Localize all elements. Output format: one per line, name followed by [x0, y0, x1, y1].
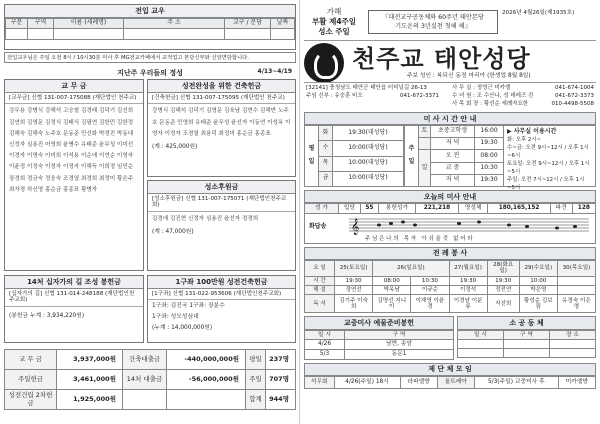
total-value2-3 [167, 390, 246, 410]
total-label-3: 성전건립 2차헌금 [5, 390, 57, 410]
total-value-2: 3,461,000원 [57, 370, 123, 390]
comm-cell [550, 349, 596, 358]
weekday-side [305, 126, 319, 187]
sunday-kind-3: 오 전 [431, 150, 475, 162]
sched-day-5: 29(수요일) [519, 260, 557, 276]
motto-line-2: 기도운의 3년실천 첫해 해』 [395, 23, 471, 30]
office-hours-4: 주일: 오전 7시~12시 / 오후 1시~5시 [507, 177, 585, 192]
sched-time-6: 10:00 [519, 276, 557, 285]
office-title-text: 사무실 이용시간 [513, 128, 557, 136]
council-head: 사 목 회 장 : 황선순 세례자요한 [452, 101, 529, 107]
office-hours-1: 화: 오후 2시~ [507, 137, 542, 144]
total-label3-1: 평일 [246, 350, 266, 370]
stations-sum: (봉헌금 누계 : 3,934,220원) [9, 312, 85, 319]
sched-time-4: 19:30 [449, 276, 487, 285]
office-staff: 사 무 실 : 정영근 미카엘 [452, 85, 511, 91]
fund-row [4, 275, 296, 343]
issue-date: 2026년 4월26일(제1935호) [502, 10, 575, 16]
pastor: 주임 신부 : 유숭훈 비오 [306, 93, 363, 99]
comm-cell [458, 340, 504, 349]
psalm-lyrics: 주 님 은 나 의 목 자 아 쉬 울 것 없 어 라 [365, 235, 473, 242]
col-parish: 교구 / 분당 [225, 19, 271, 29]
office-hours-3: 토요일: 오전 9시~12시 / 오후 1시~5시 [507, 161, 590, 176]
total-label3-3: 합계 [246, 390, 266, 410]
liturgical-day [304, 7, 364, 37]
sunday-side-2: 일 [408, 158, 415, 166]
church-title-block [352, 45, 531, 79]
schedule-title: 전 례 봉 사 [304, 247, 596, 260]
left-page [4, 4, 296, 420]
sched-day-1: 25(토요일) [335, 260, 373, 276]
weekday-day-2: 수 [319, 141, 333, 156]
sunday-day-1: 토 [419, 126, 431, 138]
sched-extra-6: 유정숙 이은영 [557, 295, 595, 313]
sched-comm-5: 정전연 [487, 286, 519, 295]
sched-time-0: 시 간 [305, 276, 335, 285]
comm-head-place: 장 소 [550, 330, 596, 340]
total-value-3: 1,925,000원 [57, 390, 123, 410]
music-staff-icon [349, 216, 589, 238]
total-label2-1: 건축대출금 [123, 350, 167, 370]
church-header [304, 40, 596, 82]
office-hours-title: ▶ 사무실 이용시간 [507, 128, 557, 136]
group-cell-1: 석우회 [305, 376, 335, 388]
tithe-account: [교무금] 신협 131-007-175088 (재단법인 천주교) [5, 93, 143, 104]
comm-cell [550, 340, 596, 349]
vocation-account: [성소후원금] 신협 131-007-175071 (재단법인천주교회) [148, 194, 295, 212]
building-title: 성전완성을 위한 건축헌금 [148, 80, 295, 93]
sched-comm-empty [557, 286, 595, 295]
sched-read-1: 김기주 이숙희 [335, 295, 373, 313]
building-sum: (계 : 425,000원) [152, 144, 198, 151]
group-cell-5: 5/3(주일) 교중미사 후 [474, 376, 558, 388]
offertory-value: 221,218 [416, 204, 459, 214]
church-address: [32141] 충청남도 태안군 태안읍 터미널길 26-13 [306, 85, 427, 91]
comm-cell [458, 349, 504, 358]
sched-comm-0: 해 설 [305, 286, 335, 295]
office-hours [504, 125, 596, 192]
drive-line-3: (누계 : 14,000,000원) [152, 324, 213, 331]
sched-read-2: 김명선 지니이 [373, 295, 411, 313]
sunday-kind-1: 초중고학생 [431, 126, 475, 138]
col-name: 이름 (세례명) [54, 19, 124, 29]
sunday-time-4: 10:30 [475, 162, 504, 174]
entrance-value: 55 [361, 204, 379, 214]
group-cell-2: 4/26(주일) 18시 [334, 376, 400, 388]
newcomers-title: 전입 교우 [5, 5, 295, 18]
recessional-label: 파견 [550, 204, 572, 214]
weekday-time-2: 10:00(대성당) [333, 141, 404, 156]
motto-box [368, 10, 498, 34]
page-fold [299, 0, 300, 424]
sunday-side [405, 126, 419, 187]
entrance-label: 입당 [339, 204, 361, 214]
newcomers-table [5, 18, 295, 40]
col-type: 구분 [6, 19, 28, 29]
group-cell-6: 미카엘방 [558, 376, 595, 388]
prep-head-district: 구 역 [345, 330, 454, 340]
offertory-label: 봉헌성가 [378, 204, 415, 214]
schedule-table [304, 260, 596, 314]
sunday-kind-2: 저 녁 [431, 138, 475, 150]
community-box [457, 316, 596, 359]
total-label-2: 주일헌금 [5, 370, 57, 390]
liturgical-line-2: 부활 제4주일 [311, 17, 357, 26]
prep-date-2: 5/3 [305, 349, 345, 359]
sched-read-0: 독 서 [305, 295, 335, 313]
community-table [457, 330, 596, 359]
communion-value: 180,165,152 [488, 204, 550, 214]
liturgical-line-3: 성소 주일 [318, 27, 350, 36]
newcomers-notice: 전입교우님은 주일 오전 8시 / 10시30분 미사 후 MG전교카페에서 교적업고 본당신부와 신앙면담합니다. [4, 52, 296, 63]
prep-title: 교중미사 예물준비봉헌 [304, 316, 454, 329]
tithe-box [4, 79, 144, 271]
weekday-side-2: 일 [308, 158, 315, 166]
tithe-title: 교 무 금 [5, 80, 143, 93]
drive-account: [1구좌] 신협 131-022-953606 (재단법인천주교회) [148, 289, 295, 300]
sunday-side-1: 주 [408, 144, 415, 152]
vocation-sum: (계 : 47,000원) [152, 229, 194, 236]
sunday-day-3: 일 [419, 150, 431, 187]
svg-text:𝄞: 𝄞 [351, 218, 360, 235]
stations-box [4, 275, 144, 343]
sunday-time-1: 16:00 [475, 126, 504, 138]
prep-date-1: 4/26 [305, 340, 345, 350]
total-value2-1: -440,000,000원 [167, 350, 246, 370]
sched-read-5: 지선희 [487, 295, 519, 313]
vocation-names: 김경애 김진현 신정자 심용진 윤선자 정경희 [152, 215, 259, 222]
comm-cell [504, 340, 550, 349]
sunday-time-2: 19:30 [475, 138, 504, 150]
col-district: 구역 [28, 19, 54, 29]
hymn-table [304, 203, 596, 214]
church-name: 천주교 태안성당 [352, 44, 531, 74]
pastor-phone: 041-672-3371 [400, 93, 439, 99]
total-label-1: 교 무 금 [5, 350, 57, 370]
prep-box [304, 316, 454, 359]
weekday-time-3: 10:00(대성당) [333, 156, 404, 171]
weekday-time-4: 10:00(대성당) [333, 171, 404, 186]
parish-logo-icon [304, 43, 344, 83]
sched-comm-2: 박옥남 [373, 286, 411, 295]
right-offering-col [147, 79, 296, 271]
sunday-time-3: 08:00 [475, 150, 504, 162]
sunday-mass-table [404, 125, 504, 187]
total-label3-2: 주일 [246, 370, 266, 390]
sched-time-5: 19:30 [487, 276, 519, 285]
right-page [304, 4, 596, 420]
communion-label: 영성체 [458, 204, 488, 214]
sched-time-3: 10:30 [411, 276, 449, 285]
prep-head-date: 일 시 [305, 330, 345, 340]
building-box [147, 79, 296, 177]
council-phone: 010-4498-5508 [551, 101, 594, 107]
building-names: 강병식 김해석 김덕기 김영문 김육남 김현수 김해반 노주호 문동준 민영희 유태준 윤무성 윤선자 이동연 이성옥 이영자 이정자 조경열 최용덕 최정미 홍순금 홍종표 [152, 108, 291, 137]
hymn-label: 성 가 [305, 204, 339, 214]
drive-line-2: 1구좌: 성모성심대 [152, 314, 199, 321]
stations-account: [십자가의 길] 신협 131-014-248188 (재단법인천주교회) [5, 289, 143, 307]
psalm-label: 화답송 [309, 222, 327, 230]
building-account: [건축헌금] 신협 131-007-175095 (재단법인 천주교) [148, 93, 295, 104]
vocation-title: 성소후원금 [148, 181, 295, 194]
church-patron: 주보 성인 : 복되신 동정 마리아 (한생업 8월 8일) [406, 72, 531, 79]
total-label2-3 [123, 390, 167, 410]
convent-phone: 041-672-3373 [555, 93, 594, 99]
drive-box [147, 275, 296, 343]
sched-day-3: 27(월요일) [449, 260, 487, 276]
newcomers-box [4, 4, 296, 50]
comm-cell [504, 349, 550, 358]
stations-title: 14처 십자가의 길 조성 봉헌금 [5, 276, 143, 289]
convent: 수 녀 원 : 조 수산나, 성 데레즈 진 [452, 93, 534, 99]
group-cell-4: 울트레아 [437, 376, 474, 388]
totals-table [4, 349, 296, 410]
total-value3-3: 944명 [266, 390, 296, 410]
today-title: 오늘의 미사 안내 [304, 190, 596, 203]
office-phone: 041-674-1004 [555, 85, 594, 91]
prep-district-1: 남면, 송암 [345, 340, 454, 350]
weekday-time-1: 19:30(대성당) [333, 126, 404, 141]
total-value-1: 3,937,000원 [57, 350, 123, 370]
sched-day-2: 26(일요일) [373, 260, 449, 276]
weekday-side-1: 평 [308, 144, 315, 152]
group-cell-3: 라파엘방 [400, 376, 437, 388]
col-date: 날짜 [271, 19, 295, 29]
prep-district-2: 동문1 [345, 349, 454, 359]
drive-line-1: 1구좌: 김진국 1구좌: 장분수 [152, 303, 225, 310]
col-address: 주 소 [124, 19, 225, 29]
group-title: 제 단 체 모 임 [304, 363, 596, 376]
motto-line-1: 『대전교구공동체와 60주년 태안본당 [382, 14, 484, 21]
sched-day-4: 28(화요일) [487, 260, 519, 276]
office-hours-2: 수~금: 오전 9시~12시 / 오후 1시~6시 [507, 145, 589, 160]
sunday-kind-5: 저 녁 [431, 174, 475, 186]
sched-read-6: 황성순 김보림 [519, 295, 557, 313]
offering-columns [4, 79, 296, 271]
offering-header [4, 67, 296, 79]
sched-comm-3: 이규순 [411, 286, 449, 295]
total-label2-2: 14처 대출금 [123, 370, 167, 390]
sched-time-1: 19:30 [335, 276, 373, 285]
offering-period: 4/13~4/19 [257, 68, 292, 75]
sched-day-6: 30(목요일) [557, 260, 595, 276]
weekday-day-1: 화 [319, 126, 333, 141]
psalm-area [304, 214, 596, 244]
sched-comm-1: 정연선 [335, 286, 373, 295]
sched-comm-6: 박은영 [519, 286, 557, 295]
total-value3-2: 707명 [266, 370, 296, 390]
sched-time-2: 08:00 [373, 276, 411, 285]
sched-read-3: 이재영 이윤경 [411, 295, 449, 313]
prep-row [304, 316, 596, 359]
sched-day-0: 요 일 [305, 260, 335, 276]
contact-info [304, 82, 596, 112]
sunday-day-2 [419, 138, 431, 150]
community-title: 소 공 동 체 [457, 316, 596, 329]
total-value3-1: 237명 [266, 350, 296, 370]
weekday-day-4: 금 [319, 171, 333, 186]
vocation-box [147, 180, 296, 271]
sched-comm-4: 이정석 [449, 286, 487, 295]
comm-head-district: 구 역 [504, 330, 550, 340]
sched-time-empty [557, 276, 595, 285]
weekday-day-3: 목 [319, 156, 333, 171]
offering-title: 지난주 우리들의 정성 [117, 69, 183, 77]
sunday-kind-4: 교 중 [431, 162, 475, 174]
comm-head-date: 일 시 [458, 330, 504, 340]
sunday-time-5: 19:30 [475, 174, 504, 186]
mass-area [304, 125, 596, 192]
mass-title: 미 사 시 간 안 내 [304, 112, 596, 125]
drive-title: 1구좌 100만원 성전건축헌금 [148, 276, 295, 289]
tithe-names: 강무용 강병식 강해석 고승철 김경래 김덕기 김선희 김연희 김영문 김정식 김태식 김필연 김한민 김한정 김해숙 김해숙 노주호 문동준 민선화 박경진 박동대 신정자 심용진 어영희 윤병수 유태준 윤무성 이미선 이경자 이명숙 이미희 이석용 이순애 이연순 이영자 이윤정 이정숙 이정자 이정자 이해득 이희정 임민순 장경희 정금숙 정웅숙 조경열 최경희 최정미 황은주 최자경 하신영 홍순금 홍종표 황병자 [9, 108, 134, 193]
group-table [304, 376, 596, 389]
prep-table [304, 330, 454, 360]
recessional-value: 128 [572, 204, 595, 214]
total-value2-2: -56,000,000원 [167, 370, 246, 390]
liturgical-line-1: 가해 [326, 7, 342, 16]
banner [304, 4, 596, 40]
weekday-mass-table [304, 125, 404, 187]
sched-read-4: 이경남 이분류 [449, 295, 487, 313]
